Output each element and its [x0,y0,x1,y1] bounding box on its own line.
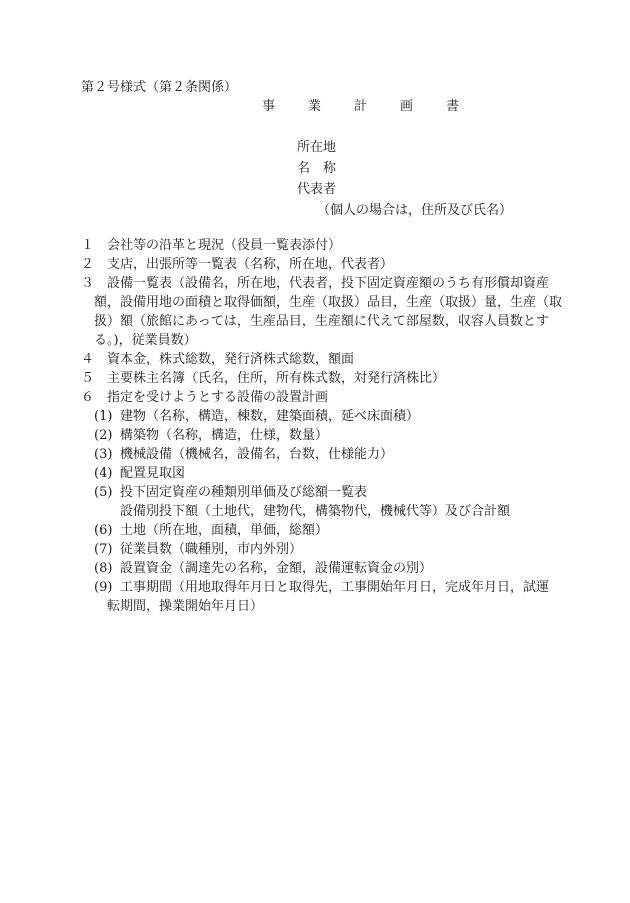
sub-item [81,466,581,485]
list-item [81,238,581,257]
sub-item-number: (3) [94,447,113,462]
item-list [81,238,581,618]
item-number: ５ [81,371,95,386]
sub-item [81,428,581,447]
document-title: 事 業 計 画 書 [262,99,470,114]
applicant-block [297,140,512,224]
item-text: 設備一覧表（設備名，所在地，代表者，投下固定資産額のうち有形償却資産 [107,276,550,291]
item-number: １ [81,238,95,253]
item-text: 支店，出張所等一覧表（名称，所在地，代表者） [107,257,394,272]
sub-item-text: 機械設備（機械名，設備名，台数，仕様能力） [120,447,394,462]
applicant-note: （個人の場合は，住所及び氏名） [317,203,513,218]
sub-item-number: (1) [94,409,113,424]
address-label: 所在地 [297,140,337,155]
list-item [81,257,581,276]
item-text: 指定を受けようとする設備の設置計画 [107,390,329,405]
item-number: ４ [81,352,95,367]
list-item [81,352,581,371]
sub-item-number: (5) [94,485,113,500]
sub-item [81,409,581,428]
sub-item [81,542,581,561]
item-text: 会社等の沿革と現況（役員一覧表添付） [107,238,342,253]
sub-item-text: 工事期間（用地取得年月日と取得先，工事開始年月日，完成年月日，試運 [120,580,550,595]
item-continuation: る。)，従業員数） [94,333,197,348]
sub-item-number: (9) [94,580,113,595]
sub-item-text: 土地（所在地，面積，単価，総額） [120,523,329,538]
sub-item-number: (4) [94,466,113,481]
item-continuation: 扱）額（旅館にあっては，生産品目，生産額に代えて部屋数，収容人員数とす [94,314,549,329]
item-text: 主要株主名簿（氏名，住所，所有株式数，対発行済株比） [107,371,446,386]
item-number: ２ [81,257,95,272]
item-text: 資本金，株式総数，発行済株式総数，額面 [107,352,355,367]
name-label: 名 称 [297,161,337,176]
sub-item [81,447,581,466]
list-item [81,276,581,295]
sub-item-text: 従業員数（職種別，市内外別） [120,542,303,557]
sub-item-text: 建物（名称，構造，棟数，建築面積，延べ床面積） [120,409,420,424]
sub-item-text: 配置見取図 [120,466,186,481]
sub-item-number: (7) [94,542,113,557]
item-number: ６ [81,390,95,405]
sub-item [81,485,581,504]
sub-item [81,523,581,542]
form-number: 第２号様式（第２条関係） [81,80,238,95]
sub-item-continuation: 転期間，操業開始年月日） [107,599,264,614]
list-item [81,390,581,409]
sub-item-text: 投下固定資産の種類別単価及び総額一覧表 [120,485,368,500]
sub-item-text: 構築物（名称，構造，仕様，数量） [120,428,329,443]
sub-item [81,580,581,599]
item-number: ３ [81,276,95,291]
item-continuation: 額，設備用地の面積と取得価額，生産（取扱）品目，生産（取扱）量，生産（取 [94,295,563,310]
sub-item-number: (6) [94,523,113,538]
list-item [81,371,581,390]
sub-item-text: 設置資金（調達先の名称，金額，設備運転資金の別） [120,561,433,576]
representative-label: 代表者 [297,182,337,197]
sub-item-continuation: 設備別投下額（土地代，建物代，構築物代，機械代等）及び合計額 [120,504,511,519]
sub-item-number: (8) [94,561,113,576]
sub-item [81,561,581,580]
sub-item-number: (2) [94,428,113,443]
